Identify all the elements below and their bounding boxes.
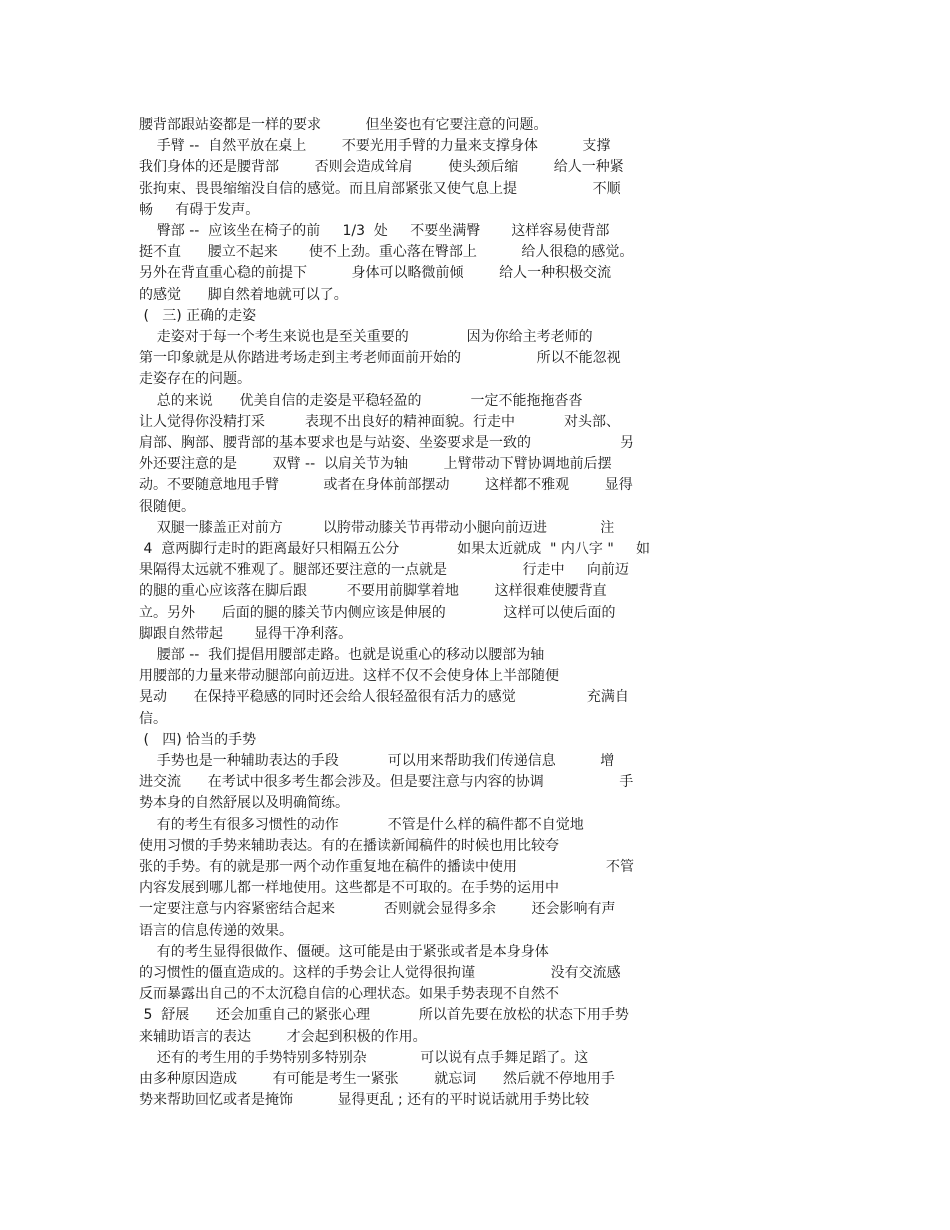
text-line: 双腿一膝盖正对前方 以胯带动膝关节再带动小腿向前迈进 注 bbox=[139, 519, 615, 536]
text-line: 腰背部跟站姿都是一样的要求 但坐姿也有它要注意的问题。 bbox=[139, 117, 548, 133]
text-line: 张的手势。有的就是那一两个动作重复地在稿件的播读中使用 不管 bbox=[139, 859, 635, 875]
text-line: 外还要注意的是 双臂 -- 以肩关节为轴 上臂带动下臂协调地前后摆 bbox=[139, 456, 612, 473]
text-line: 4 意两脚行走时的距离最好只相隔五公分 如果太近就成 " 内八字 " 如 bbox=[139, 541, 651, 557]
text-line: 总的来说 优美自信的走姿是平稳轻盈的 一定不能拖拖沓沓 bbox=[139, 392, 583, 409]
text-line: 手势也是一种辅助表达的手段 可以用来帮助我们传递信息 增 bbox=[139, 753, 615, 769]
text-line: 内容发展到哪儿都一样地使用。这些都是不可取的。在手势的运用中 bbox=[139, 880, 559, 897]
text-line: 腰部 -- 我们提倡用腰部走路。也就是说重心的移动以腰部为轴 bbox=[139, 647, 545, 663]
text-line: 挺不直 腰立不起来 使不上劲。重心落在臀部上 给人很稳的感觉。 bbox=[139, 244, 634, 261]
text-line: 的腿的重心应该落在脚后跟 不要用前脚掌着地 这样很难使腰背直 bbox=[139, 583, 607, 600]
text-line: 立。另外 后面的腿的膝关节内侧应该是伸展的 这样可以使后面的 bbox=[139, 604, 616, 621]
text-line: 的习惯性的僵直造成的。这样的手势会让人觉得很拘谨 没有交流感 bbox=[139, 965, 621, 981]
text-line: 语言的信息传递的效果。 bbox=[139, 922, 293, 939]
text-line: 进交流 在考试中很多考生都会涉及。但是要注意与内容的协调 手 bbox=[139, 774, 634, 791]
text-line: 肩部、胸部、腰背部的基本要求也是与站姿、坐姿要求是一致的 另 bbox=[139, 435, 635, 451]
text-line: 反而暴露出自己的不太沉稳自信的心理状态。如果手势表现不自然不 bbox=[139, 986, 559, 1003]
text-line: ( 四) 恰当的手势 bbox=[139, 731, 257, 748]
text-line: 来辅助语言的表达 才会起到积极的作用。 bbox=[139, 1028, 427, 1045]
text-line: 势本身的自然舒展以及明确简练。 bbox=[139, 795, 349, 812]
text-line: ( 三) 正确的走姿 bbox=[139, 307, 257, 324]
text-line: 的感觉 脚自然着地就可以了。 bbox=[139, 286, 348, 303]
text-line: 由多种原因造成 有可能是考生一紧张 就忘词 然后就不停地用手 bbox=[139, 1071, 615, 1087]
text-line: 另外在背直重心稳的前提下 身体可以略微前倾 给人一种积极交流 bbox=[139, 265, 612, 282]
text-line: 还有的考生用的手势特别多特别杂 可以说有点手舞足蹈了。这 bbox=[139, 1049, 589, 1066]
text-line: 果隔得太远就不雅观了。腿部还要注意的一点就是 行走中 向前迈 bbox=[139, 562, 629, 579]
text-line: 很随便。 bbox=[139, 498, 195, 515]
text-line: 让人觉得你没精打采 表现不出良好的精神面貌。行走中 对头部、 bbox=[139, 413, 621, 430]
text-line: 有的考生显得很做作、僵硬。这可能是由于紧张或者是本身身体 bbox=[139, 943, 549, 960]
text-line: 走姿对于每一个考生来说也是至关重要的 因为你给主考老师的 bbox=[139, 329, 593, 345]
text-line: 脚跟自然带起 显得干净利落。 bbox=[139, 625, 353, 642]
text-line: 走姿存在的问题。 bbox=[139, 371, 251, 388]
text-line: 一定要注意与内容紧密结合起来 否则就会显得多余 还会影响有声 bbox=[139, 901, 616, 918]
text-line: 手臂 -- 自然平放在桌上 不要光用手臂的力量来支撑身体 支撑 bbox=[139, 138, 611, 155]
text-line: 晃动 在保持平稳感的同时还会给人很轻盈很有活力的感觉 充满自 bbox=[139, 689, 629, 706]
text-line: 使用习惯的手势来辅助表达。有的在播读新闻稿件的时候也用比较夸 bbox=[139, 837, 559, 854]
text-line: 5 舒展 还会加重自己的紧张心理 所以首先要在放松的状态下用手势 bbox=[139, 1007, 629, 1024]
text-line: 动。不要随意地甩手臂 或者在身体前部摆动 这样都不雅观 显得 bbox=[139, 477, 633, 494]
text-line: 臀部 -- 应该坐在椅子的前 1/3 处 不要坐满臀 这样容易使背部 bbox=[139, 223, 610, 239]
text-line: 第一印象就是从你踏进考场走到主考老师面前开始的 所以不能忽视 bbox=[139, 350, 621, 367]
text-line: 用腰部的力量来带动腿部向前迈进。这样不仅不会使身体上半部随便 bbox=[139, 668, 559, 685]
text-line: 势来帮助回忆或者是掩饰 显得更乱 ; 还有的平时说话就用手势比较 bbox=[139, 1092, 590, 1109]
text-line: 张拘束、畏畏缩缩没自信的感觉。而且肩部紧张又使气息上提 不顺 bbox=[139, 180, 621, 197]
text-line: 信。 bbox=[139, 710, 167, 727]
text-line: 有的考生有很多习惯性的动作 不管是什么样的稿件都不自觉地 bbox=[139, 816, 584, 833]
text-line: 我们身体的还是腰背部 否则会造成耸肩 使头颈后缩 给人一种紧 bbox=[139, 159, 624, 176]
text-line: 畅 有碍于发声。 bbox=[139, 201, 260, 218]
